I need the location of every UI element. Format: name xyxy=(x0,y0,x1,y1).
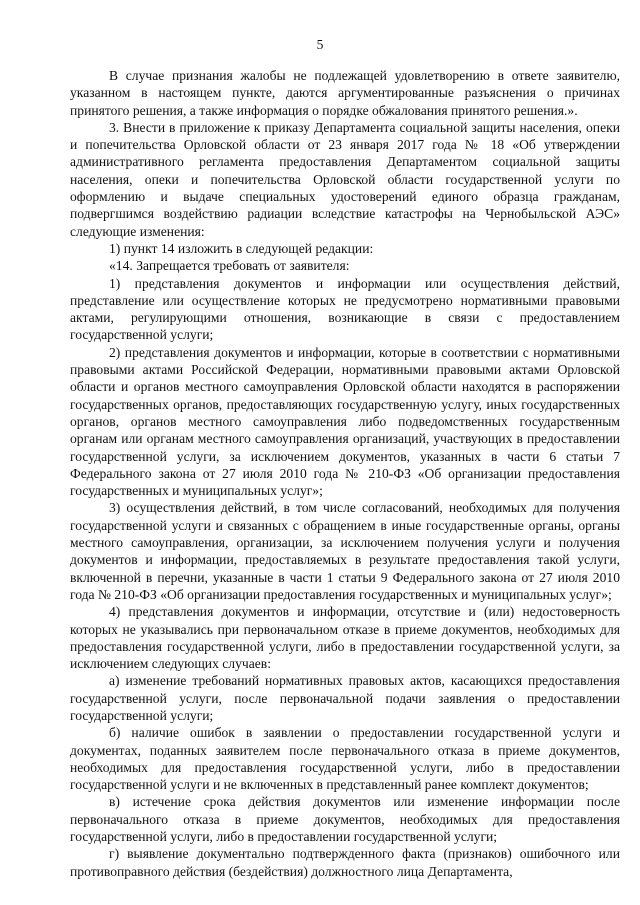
list-item-4: 4) представления документов и информации, отсутствие и (или) недостоверность которых не указывались при первоначальном отказе в приеме документов, необходимых для предоставления государственной услуги, либо в предоставлении государственной услуги, за исключением следующих случаев: xyxy=(70,604,620,672)
list-item-2: 2) представления документов и информации, которые в соответствии с нормативными правовыми актами Российской Федерации, нормативными правовыми актами Орловской области и органов местного самоуправления Орловской области находятся в распоряжении государственных органов, предоставляющих государственную услугу, иных государственных органов, органов местного самоуправления либо подведомственных государственным органам или органам местного самоуправления организаций, участвующих в предоставлении государственной услуги, за исключением документов, указанных в части 6 статьи 7 Федерального закона от 27 июля 2010 года № 210-ФЗ «Об организации предоставления государственных и муниципальных услуг»; xyxy=(70,344,620,499)
document-body xyxy=(70,67,620,880)
list-item-1: 1) представления документов и информации или осуществления действий, представление или осуществление которых не предусмотрено нормативными правовыми актами, регулирующими отношения, возникающие в связи с предоставлением государственной услуги; xyxy=(70,275,620,343)
paragraph-item-14-intro: 1) пункт 14 изложить в следующей редакции: xyxy=(109,240,374,256)
sub-item-a: а) изменение требований нормативных правовых актов, касающихся предоставления государственной услуги, после первоначальной подачи заявления о предоставлении государственной услуги; xyxy=(70,673,620,723)
paragraph-item-14-heading: «14. Запрещается требовать от заявителя: xyxy=(109,258,350,274)
page-number: 5 xyxy=(316,37,324,52)
sub-item-v: в) истечение срока действия документов или изменение информации после первоначального отказа в приеме документов, необходимых для предоставления государственной услуги, либо в предоставлении государственной услуги; xyxy=(70,794,620,845)
paragraph-complaint-response: В случае признания жалобы не подлежащей удовлетворению в ответе заявителю, указанном в настоящем пункте, даются аргументированные разъяснения о причинах принятого решения, а также информация о порядке обжалования принятого решения.». xyxy=(70,68,620,118)
sub-item-g: г) выявление документально подтвержденного факта (признаков) ошибочного или противоправного действия (бездействия) должностного лица Департамента, xyxy=(70,846,620,879)
sub-item-b: б) наличие ошибок в заявлении о предоставлении государственной услуги и документах, поданных заявителем после первоначального отказа в приеме документов, необходимых для предоставления государственной услуги, либо в предоставлении государственной услуги и не включенных в представленный ранее комплект документов; xyxy=(70,725,620,793)
paragraph-amendment-3: 3. Внести в приложение к приказу Департамента социальной защиты населения, опеки и попечительства Орловской области от 23 января 2017 года № 18 «Об утверждении административного регламента предоставления Департаментом социальной защиты населения, опеки и попечительства Орловской области государственной услуги по оформлению и выдаче специальных удостоверений единого образца гражданам, подвергшимся воздействию радиации вследствие катастрофы на Чернобыльской АЭС» следующие изменения: xyxy=(70,119,620,239)
list-item-3: 3) осуществления действий, в том числе согласований, необходимых для получения государственной услуги и связанных с обращением в иные государственные органы, органы местного самоуправления, организации, за исключением получения услуги и получения документов и информации, предоставляемых в результате предоставления такой услуги, включенной в перечни, указанные в части 1 статьи 9 Федерального закона от 27 июля 2010 года № 210-ФЗ «Об организации предоставления государственных и муниципальных услуг»; xyxy=(70,500,620,602)
